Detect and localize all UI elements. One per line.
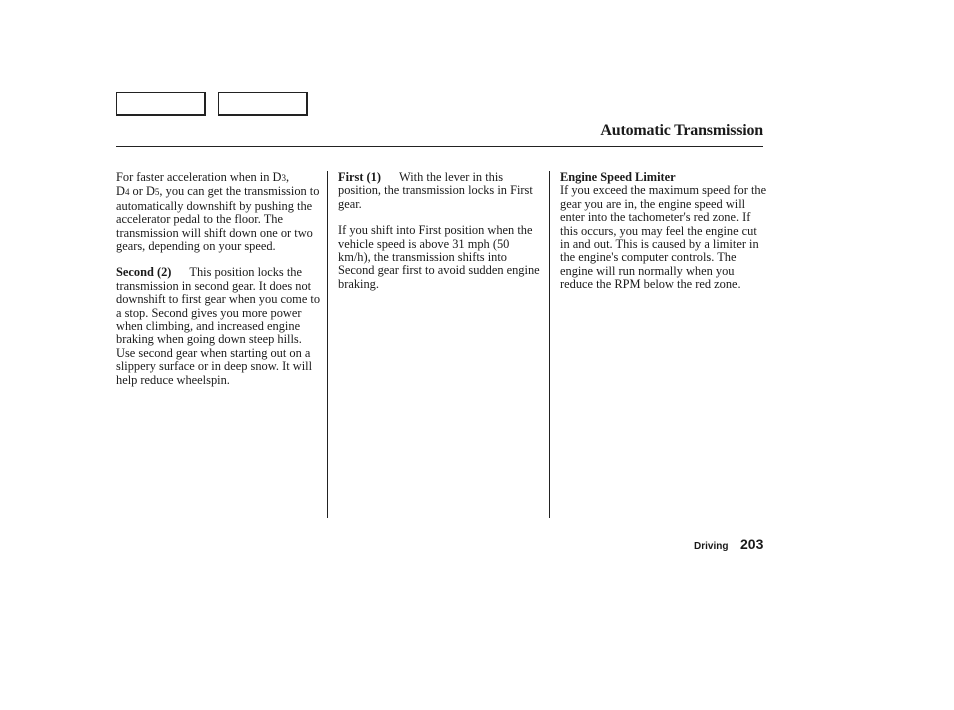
footer-section-label: Driving [694,541,729,552]
second-gear-body: This position locks the transmission in second gear. It does not downshift to first gear when you come to a stop. Second gives you more power when climbing, and increased engine braking when going down steep hills. Use second gear when starting out on a slippery surface or in deep snow. It will help reduce wheelspin. [116,265,321,387]
text-run: D [116,184,125,199]
first-gear-paragraph [338,171,543,211]
second-gear-paragraph [116,266,324,387]
first-gear-heading: First (1) [338,170,382,184]
column-3 [560,171,768,305]
text-run: or D [129,184,155,199]
kickdown-paragraph [116,171,324,253]
column-divider [327,171,328,518]
header-rule [116,146,763,147]
first-gear-speed-paragraph: If you shift into First position when the vehicle speed is above 31 mph (50 km/h), the transmission shifts into Second gear first to avoid sudden engine braking. [338,223,540,291]
text-run: For faster acceleration when in D [116,170,282,184]
engine-speed-limiter-heading: Engine Speed Limiter [560,170,676,184]
text-run: , you can get the transmission to automatically downshift by pushing the accelerator pedal to the floor. The transmission will shift down one or two gears, depending on your speed. [116,184,320,254]
engine-speed-limiter-body: If you exceed the maximum speed for the gear you are in, the engine speed will enter into the tachometer's red zone. If this occurs, you may feel the engine cut in and out. This is caused by a limiter in the engine's computer controls. The engine will run normally when you reduce the RPM below the red zone. [560,183,767,292]
nav-button-previous[interactable] [116,92,206,116]
gear-subscript: 5 [154,187,160,198]
first-gear-body: With the lever in this position, the transmission locks in First gear. [338,170,533,211]
gear-subscript: 3 [281,173,286,183]
gear-subscript: 4 [124,187,130,198]
nav-button-next[interactable] [218,92,308,116]
column-2 [338,171,543,304]
column-divider [549,171,550,518]
column-1 [116,171,324,400]
second-gear-heading: Second (2) [116,265,172,280]
page-title: Automatic Transmission [600,122,763,139]
text-run: , [285,170,290,184]
page-number: 203 [740,536,764,552]
